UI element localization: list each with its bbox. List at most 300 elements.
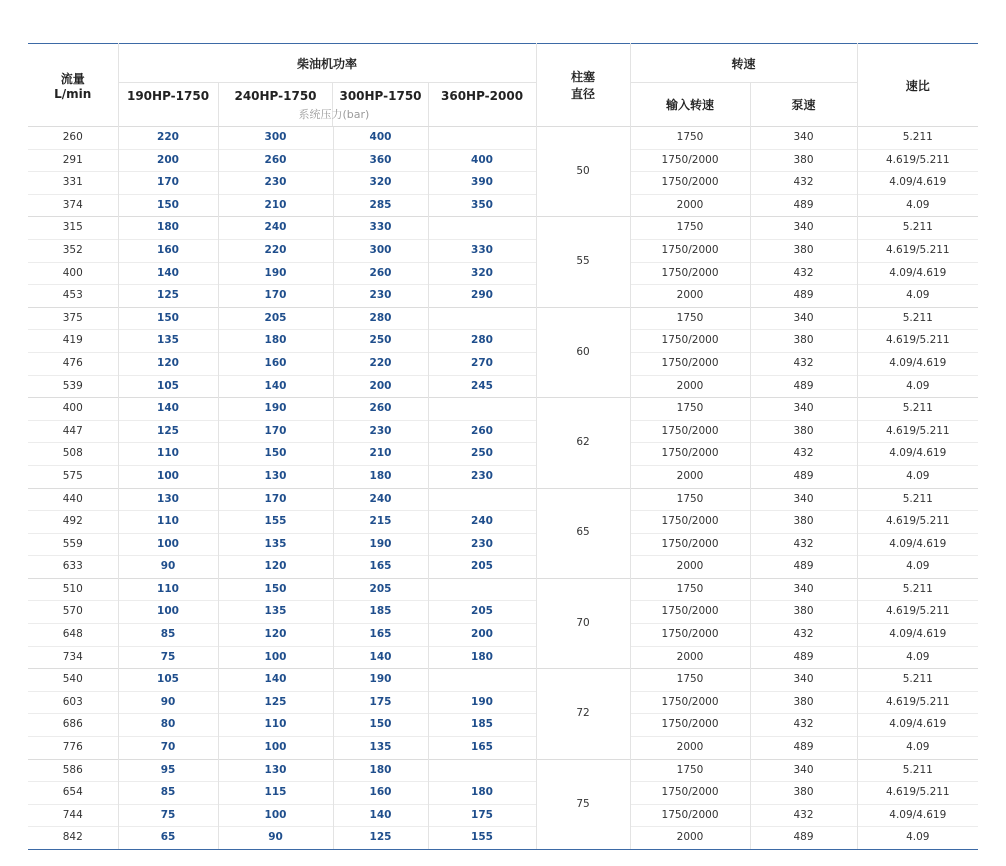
- ratio-cell: 4.619/5.211: [857, 782, 978, 805]
- pressure-cell: 190: [333, 533, 428, 556]
- input-speed-cell: 1750: [630, 488, 750, 511]
- ratio-cell: 5.211: [857, 398, 978, 421]
- input-speed-cell: 1750/2000: [630, 443, 750, 466]
- pressure-cell: 125: [333, 827, 428, 850]
- pressure-cell: 165: [428, 737, 536, 760]
- ratio-cell: 4.09: [857, 194, 978, 217]
- pressure-cell: 155: [218, 511, 333, 534]
- ratio-cell: 5.211: [857, 307, 978, 330]
- pump-speed-cell: 380: [750, 782, 857, 805]
- pressure-cell: [428, 398, 536, 421]
- pressure-cell: 100: [118, 533, 218, 556]
- table-row: [28, 330, 978, 353]
- ratio-cell: 5.211: [857, 488, 978, 511]
- plunger-diameter-cell: 65: [536, 488, 630, 578]
- pump-speed-cell: 380: [750, 420, 857, 443]
- table-row: [28, 737, 978, 760]
- flow-cell: 633: [28, 556, 118, 579]
- ratio-cell: 4.619/5.211: [857, 601, 978, 624]
- input-speed-cell: 1750: [630, 127, 750, 150]
- input-speed-cell: 1750/2000: [630, 624, 750, 647]
- pump-speed-cell: 432: [750, 352, 857, 375]
- pressure-cell: [428, 217, 536, 240]
- plunger-diameter-cell: 55: [536, 217, 630, 307]
- pressure-cell: 140: [218, 669, 333, 692]
- pump-spec-table: [28, 43, 978, 850]
- ratio-cell: 5.211: [857, 217, 978, 240]
- flow-cell: 374: [28, 194, 118, 217]
- input-speed-cell: 2000: [630, 827, 750, 850]
- ratio-cell: 4.09: [857, 285, 978, 308]
- engine-300hp-header: 300HP-1750: [332, 83, 427, 126]
- pump-speed-header: 泵速: [750, 83, 857, 127]
- table-row: [28, 420, 978, 443]
- flow-cell: 734: [28, 646, 118, 669]
- table-row: [28, 352, 978, 375]
- pump-speed-cell: 380: [750, 511, 857, 534]
- pressure-cell: 220: [333, 352, 428, 375]
- input-speed-cell: 1750/2000: [630, 172, 750, 195]
- flow-cell: 331: [28, 172, 118, 195]
- pressure-cell: 320: [428, 262, 536, 285]
- ratio-cell: 4.09: [857, 375, 978, 398]
- flow-cell: 648: [28, 624, 118, 647]
- ratio-cell: 4.09/4.619: [857, 172, 978, 195]
- pressure-cell: 150: [333, 714, 428, 737]
- pressure-cell: 400: [333, 127, 428, 150]
- table-row: [28, 556, 978, 579]
- pressure-cell: 220: [118, 127, 218, 150]
- table-row: [28, 533, 978, 556]
- pressure-cell: 250: [428, 443, 536, 466]
- table-row: [28, 443, 978, 466]
- input-speed-cell: 1750/2000: [630, 714, 750, 737]
- table-row: [28, 217, 978, 240]
- pressure-cell: 260: [218, 149, 333, 172]
- input-speed-cell: 1750/2000: [630, 533, 750, 556]
- plunger-header: [536, 44, 630, 127]
- flow-cell: 776: [28, 737, 118, 760]
- pump-speed-cell: 380: [750, 601, 857, 624]
- pressure-cell: 190: [333, 669, 428, 692]
- table-row: [28, 782, 978, 805]
- pressure-cell: 205: [218, 307, 333, 330]
- table-header: [28, 44, 978, 127]
- flow-label: 流量: [60, 71, 85, 86]
- pressure-cell: 330: [428, 239, 536, 262]
- flow-cell: 492: [28, 511, 118, 534]
- input-speed-cell: 2000: [630, 646, 750, 669]
- pressure-cell: 215: [333, 511, 428, 534]
- engine-360hp-header: 360HP-2000: [428, 83, 536, 126]
- input-speed-cell: 2000: [630, 285, 750, 308]
- plunger-label: 柱塞: [571, 70, 596, 84]
- pressure-cell: 390: [428, 172, 536, 195]
- pressure-cell: 300: [218, 127, 333, 150]
- table-row: [28, 578, 978, 601]
- pressure-cell: 80: [118, 714, 218, 737]
- pressure-cell: 140: [333, 646, 428, 669]
- pressure-cell: 200: [333, 375, 428, 398]
- ratio-cell: 4.619/5.211: [857, 511, 978, 534]
- table-row: [28, 398, 978, 421]
- pump-speed-cell: 432: [750, 262, 857, 285]
- engine-subheader: [118, 83, 536, 127]
- pressure-cell: 350: [428, 194, 536, 217]
- ratio-cell: 4.09: [857, 827, 978, 850]
- flow-cell: 654: [28, 782, 118, 805]
- pressure-cell: 190: [218, 262, 333, 285]
- pressure-cell: 75: [118, 804, 218, 827]
- pressure-cell: 330: [333, 217, 428, 240]
- input-speed-cell: 2000: [630, 465, 750, 488]
- pressure-cell: 65: [118, 827, 218, 850]
- pump-speed-cell: 489: [750, 194, 857, 217]
- pressure-cell: 115: [218, 782, 333, 805]
- pump-speed-cell: 380: [750, 239, 857, 262]
- plunger-diameter-cell: 50: [536, 127, 630, 217]
- table-row: [28, 127, 978, 150]
- table-row: [28, 646, 978, 669]
- input-speed-cell: 1750/2000: [630, 330, 750, 353]
- ratio-cell: 4.09/4.619: [857, 352, 978, 375]
- flow-cell: 400: [28, 398, 118, 421]
- pump-speed-cell: 432: [750, 443, 857, 466]
- pressure-cell: 130: [118, 488, 218, 511]
- flow-cell: 375: [28, 307, 118, 330]
- pressure-cell: 150: [218, 443, 333, 466]
- pressure-cell: 180: [428, 782, 536, 805]
- pressure-cell: 200: [118, 149, 218, 172]
- pressure-cell: 160: [218, 352, 333, 375]
- input-speed-cell: 2000: [630, 556, 750, 579]
- pressure-cell: 165: [333, 556, 428, 579]
- pump-speed-cell: 340: [750, 217, 857, 240]
- flow-cell: 447: [28, 420, 118, 443]
- pressure-cell: 320: [333, 172, 428, 195]
- table-row: [28, 149, 978, 172]
- table-row: [28, 285, 978, 308]
- pressure-cell: 90: [118, 556, 218, 579]
- pressure-cell: 210: [218, 194, 333, 217]
- pressure-cell: 260: [333, 398, 428, 421]
- pump-speed-cell: 432: [750, 714, 857, 737]
- pressure-cell: 100: [118, 601, 218, 624]
- pump-speed-cell: 432: [750, 172, 857, 195]
- input-speed-cell: 1750/2000: [630, 511, 750, 534]
- pressure-cell: 140: [118, 262, 218, 285]
- flow-cell: 603: [28, 691, 118, 714]
- pressure-cell: 205: [428, 556, 536, 579]
- pressure-cell: 120: [118, 352, 218, 375]
- table-row: [28, 827, 978, 850]
- pump-speed-cell: 340: [750, 127, 857, 150]
- pump-speed-cell: 489: [750, 465, 857, 488]
- diesel-power-header: 柴油机功率: [118, 44, 536, 83]
- ratio-cell: 4.09: [857, 737, 978, 760]
- input-speed-cell: 1750: [630, 759, 750, 782]
- pressure-cell: 150: [118, 307, 218, 330]
- pressure-cell: 245: [428, 375, 536, 398]
- pressure-cell: 160: [118, 239, 218, 262]
- pressure-cell: 180: [333, 465, 428, 488]
- pressure-cell: 175: [428, 804, 536, 827]
- flow-cell: 400: [28, 262, 118, 285]
- speed-header: 转速: [630, 44, 857, 83]
- pressure-cell: 185: [428, 714, 536, 737]
- pressure-cell: 175: [333, 691, 428, 714]
- ratio-cell: 4.619/5.211: [857, 149, 978, 172]
- pressure-cell: 170: [218, 488, 333, 511]
- pressure-cell: 280: [428, 330, 536, 353]
- pressure-cell: 110: [118, 511, 218, 534]
- input-speed-header: 输入转速: [630, 83, 750, 127]
- pressure-cell: 180: [118, 217, 218, 240]
- input-speed-cell: 1750/2000: [630, 262, 750, 285]
- pump-speed-cell: 340: [750, 488, 857, 511]
- pressure-cell: 260: [333, 262, 428, 285]
- pressure-cell: 125: [118, 420, 218, 443]
- ratio-cell: 4.619/5.211: [857, 239, 978, 262]
- pump-speed-cell: 489: [750, 646, 857, 669]
- pressure-cell: 100: [218, 804, 333, 827]
- pressure-cell: 190: [428, 691, 536, 714]
- pressure-cell: 230: [428, 533, 536, 556]
- input-speed-cell: 1750/2000: [630, 691, 750, 714]
- input-speed-cell: 2000: [630, 194, 750, 217]
- ratio-cell: 4.09/4.619: [857, 262, 978, 285]
- pressure-cell: 220: [218, 239, 333, 262]
- flow-cell: 352: [28, 239, 118, 262]
- pressure-cell: 130: [218, 465, 333, 488]
- pressure-cell: [428, 307, 536, 330]
- plunger-diameter-cell: 62: [536, 398, 630, 488]
- pressure-cell: 155: [428, 827, 536, 850]
- input-speed-cell: 1750: [630, 578, 750, 601]
- pressure-cell: 110: [118, 443, 218, 466]
- input-speed-cell: 1750/2000: [630, 352, 750, 375]
- pressure-cell: 170: [218, 285, 333, 308]
- pressure-cell: 135: [333, 737, 428, 760]
- input-speed-cell: 1750/2000: [630, 782, 750, 805]
- pressure-cell: 120: [218, 624, 333, 647]
- input-speed-cell: 1750/2000: [630, 149, 750, 172]
- pressure-cell: 85: [118, 624, 218, 647]
- pressure-cell: 90: [218, 827, 333, 850]
- table-row: [28, 194, 978, 217]
- pressure-cell: [428, 669, 536, 692]
- pump-speed-cell: 489: [750, 285, 857, 308]
- ratio-header: 速比: [857, 44, 978, 127]
- input-speed-cell: 2000: [630, 375, 750, 398]
- flow-header: [28, 44, 118, 127]
- flow-cell: 570: [28, 601, 118, 624]
- pressure-cell: 140: [333, 804, 428, 827]
- table-row: [28, 624, 978, 647]
- flow-cell: 575: [28, 465, 118, 488]
- pump-speed-cell: 489: [750, 737, 857, 760]
- pressure-cell: 205: [428, 601, 536, 624]
- pressure-cell: 210: [333, 443, 428, 466]
- flow-cell: 453: [28, 285, 118, 308]
- ratio-cell: 4.09: [857, 465, 978, 488]
- pressure-cell: 240: [218, 217, 333, 240]
- pump-speed-cell: 432: [750, 804, 857, 827]
- pressure-cell: 140: [218, 375, 333, 398]
- plunger-diameter-cell: 72: [536, 669, 630, 759]
- table-row: [28, 307, 978, 330]
- pressure-cell: 240: [428, 511, 536, 534]
- table-row: [28, 714, 978, 737]
- pressure-cell: 110: [218, 714, 333, 737]
- pump-speed-cell: 489: [750, 375, 857, 398]
- pressure-cell: [428, 488, 536, 511]
- input-speed-cell: 1750/2000: [630, 239, 750, 262]
- ratio-cell: 4.619/5.211: [857, 330, 978, 353]
- pressure-cell: 360: [333, 149, 428, 172]
- flow-cell: 510: [28, 578, 118, 601]
- table-row: [28, 601, 978, 624]
- pump-speed-cell: 340: [750, 578, 857, 601]
- input-speed-cell: 1750: [630, 398, 750, 421]
- pressure-cell: 70: [118, 737, 218, 760]
- flow-cell: 440: [28, 488, 118, 511]
- input-speed-cell: 1750/2000: [630, 601, 750, 624]
- input-speed-cell: 1750: [630, 217, 750, 240]
- plunger-diameter-cell: 75: [536, 759, 630, 849]
- flow-cell: 419: [28, 330, 118, 353]
- pressure-cell: 90: [118, 691, 218, 714]
- pump-speed-cell: 489: [750, 827, 857, 850]
- pressure-cell: 130: [218, 759, 333, 782]
- pressure-cell: 105: [118, 375, 218, 398]
- pump-speed-cell: 432: [750, 533, 857, 556]
- pump-speed-cell: 432: [750, 624, 857, 647]
- table-row: [28, 669, 978, 692]
- pressure-cell: 135: [118, 330, 218, 353]
- pressure-cell: 165: [333, 624, 428, 647]
- pressure-cell: [428, 759, 536, 782]
- engine-240hp-header: 240HP-1750: [218, 83, 333, 126]
- system-pressure-label: 系统压力(bar): [298, 108, 370, 121]
- ratio-cell: 4.09: [857, 646, 978, 669]
- flow-cell: 476: [28, 352, 118, 375]
- pressure-cell: 290: [428, 285, 536, 308]
- ratio-cell: 4.09/4.619: [857, 624, 978, 647]
- flow-cell: 586: [28, 759, 118, 782]
- ratio-cell: 5.211: [857, 669, 978, 692]
- pressure-cell: 140: [118, 398, 218, 421]
- pump-speed-cell: 380: [750, 330, 857, 353]
- input-speed-cell: 2000: [630, 737, 750, 760]
- ratio-cell: 4.619/5.211: [857, 420, 978, 443]
- table-row: [28, 375, 978, 398]
- pump-speed-cell: 380: [750, 149, 857, 172]
- pressure-cell: 100: [218, 737, 333, 760]
- ratio-cell: 5.211: [857, 578, 978, 601]
- pressure-cell: 270: [428, 352, 536, 375]
- pressure-cell: 110: [118, 578, 218, 601]
- pressure-cell: 230: [333, 285, 428, 308]
- flow-unit-label: L/min: [54, 86, 92, 101]
- pressure-cell: 280: [333, 307, 428, 330]
- table-row: [28, 511, 978, 534]
- pressure-cell: 85: [118, 782, 218, 805]
- ratio-cell: 4.09/4.619: [857, 804, 978, 827]
- ratio-cell: 4.09/4.619: [857, 443, 978, 466]
- pressure-cell: 105: [118, 669, 218, 692]
- ratio-cell: 5.211: [857, 127, 978, 150]
- pressure-cell: 150: [118, 194, 218, 217]
- pressure-cell: 180: [428, 646, 536, 669]
- engine-190hp-header: 190HP-1750: [126, 89, 210, 103]
- ratio-cell: 4.09/4.619: [857, 714, 978, 737]
- ratio-cell: 4.09: [857, 556, 978, 579]
- table-row: [28, 465, 978, 488]
- pump-speed-cell: 340: [750, 669, 857, 692]
- pressure-cell: 75: [118, 646, 218, 669]
- pressure-cell: [428, 127, 536, 150]
- pressure-cell: 250: [333, 330, 428, 353]
- table-row: [28, 239, 978, 262]
- input-speed-cell: 1750/2000: [630, 420, 750, 443]
- pressure-cell: 95: [118, 759, 218, 782]
- pressure-cell: 120: [218, 556, 333, 579]
- pressure-cell: 185: [333, 601, 428, 624]
- pressure-cell: 300: [333, 239, 428, 262]
- pressure-cell: 240: [333, 488, 428, 511]
- pressure-cell: 200: [428, 624, 536, 647]
- pressure-cell: 135: [218, 601, 333, 624]
- flow-cell: 260: [28, 127, 118, 150]
- pressure-cell: 135: [218, 533, 333, 556]
- flow-cell: 539: [28, 375, 118, 398]
- pressure-cell: 170: [118, 172, 218, 195]
- flow-cell: 559: [28, 533, 118, 556]
- flow-cell: 508: [28, 443, 118, 466]
- table-row: [28, 691, 978, 714]
- pressure-cell: 180: [218, 330, 333, 353]
- ratio-cell: 4.619/5.211: [857, 691, 978, 714]
- pump-speed-cell: 489: [750, 556, 857, 579]
- pressure-cell: 205: [333, 578, 428, 601]
- flow-cell: 291: [28, 149, 118, 172]
- table-row: [28, 262, 978, 285]
- pressure-cell: 230: [218, 172, 333, 195]
- pressure-cell: [428, 578, 536, 601]
- flow-cell: 540: [28, 669, 118, 692]
- pump-speed-cell: 340: [750, 307, 857, 330]
- diameter-label: 直径: [571, 87, 596, 101]
- pressure-cell: 230: [333, 420, 428, 443]
- table-body: [28, 127, 978, 850]
- pump-speed-cell: 340: [750, 398, 857, 421]
- pump-spec-table-container: [28, 43, 978, 850]
- pressure-cell: 400: [428, 149, 536, 172]
- pressure-cell: 170: [218, 420, 333, 443]
- input-speed-cell: 1750: [630, 307, 750, 330]
- ratio-cell: 4.09/4.619: [857, 533, 978, 556]
- pressure-cell: 150: [218, 578, 333, 601]
- pressure-cell: 100: [218, 646, 333, 669]
- pressure-cell: 230: [428, 465, 536, 488]
- input-speed-cell: 1750: [630, 669, 750, 692]
- table-row: [28, 488, 978, 511]
- plunger-diameter-cell: 70: [536, 578, 630, 668]
- pressure-cell: 100: [118, 465, 218, 488]
- pressure-cell: 160: [333, 782, 428, 805]
- table-row: [28, 804, 978, 827]
